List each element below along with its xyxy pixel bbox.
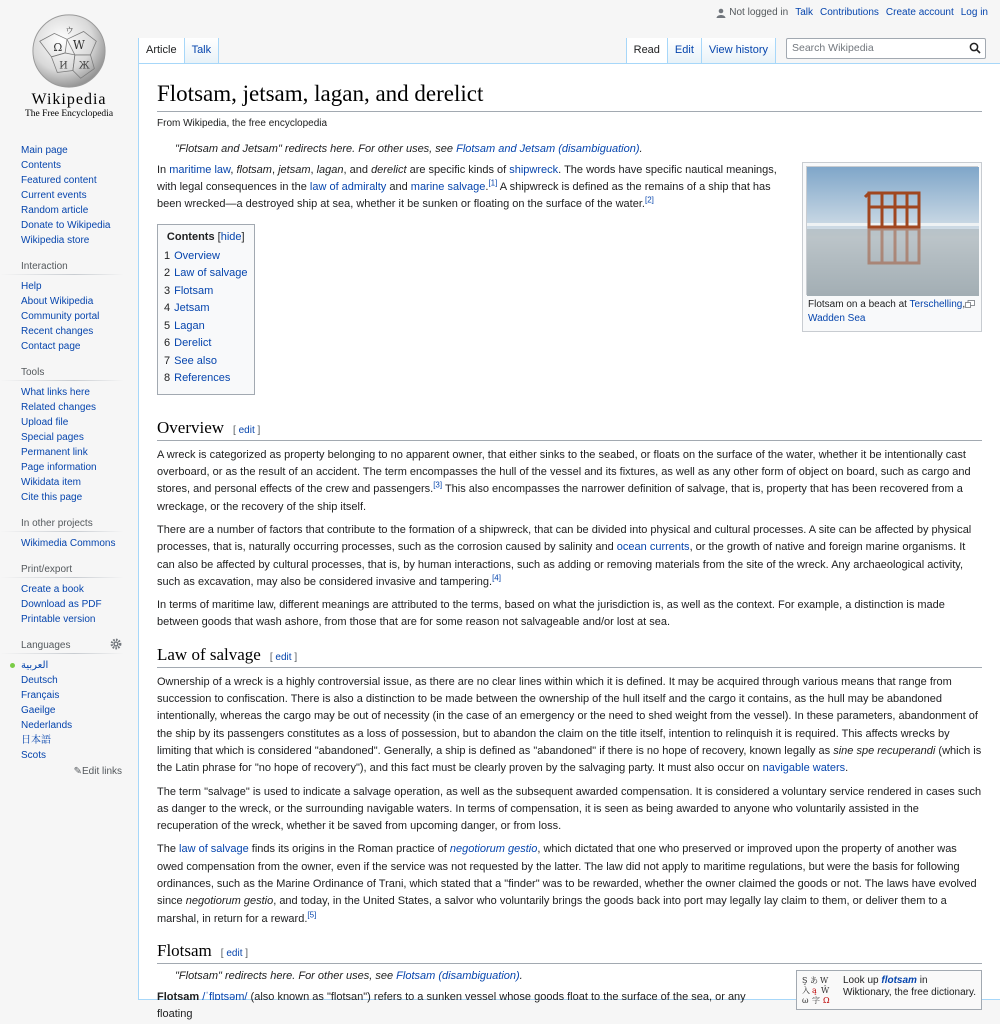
tab-history-label: View history: [708, 44, 768, 56]
sidebar-item-download-pdf[interactable]: Download as PDF: [21, 599, 102, 610]
logo-tagline: The Free Encyclopedia: [24, 109, 114, 119]
tab-talk-label: Talk: [191, 44, 212, 56]
language-link-scots[interactable]: Scots: [21, 750, 47, 761]
thumbnail-caption: [806, 295, 978, 328]
sidebar: [0, 140, 138, 787]
language-link-arabic[interactable]: العربية: [21, 660, 49, 671]
namespace-tabs: [138, 38, 219, 64]
toc-item-number: 5: [164, 319, 171, 332]
hatnote-disambiguation-link[interactable]: Flotsam and Jetsam (disambiguation): [456, 142, 640, 155]
term-jetsam: jetsam: [278, 163, 311, 176]
term-flotsam: flotsam: [236, 163, 272, 176]
wikipedia-globe-icon: [30, 12, 108, 90]
tab-talk[interactable]: [185, 38, 220, 64]
sidebar-print-export: [0, 561, 124, 627]
edit-links-label: Edit links: [81, 766, 122, 777]
wiktionary-text-post: in Wiktionary, the free dictionary.: [843, 975, 977, 999]
sidebar-item-wikidata-item[interactable]: Wikidata item: [21, 477, 82, 488]
caption-text: Flotsam on a beach at: [808, 298, 910, 310]
intro-text-6: are specific kinds of: [406, 163, 510, 176]
salvage-paragraph-3: [157, 841, 982, 927]
sidebar-item-contents[interactable]: Contents: [21, 160, 62, 171]
edit-section-overview: [233, 425, 260, 436]
toc-link-references[interactable]: References: [174, 372, 231, 385]
reference-2[interactable]: [2]: [644, 195, 654, 205]
toc-item[interactable]: [164, 370, 248, 388]
svg-text:Ω: Ω: [53, 41, 63, 54]
flotsam-hatnote-text: "Flotsam" redirects here. For other uses, see: [175, 970, 397, 983]
sidebar-interaction-heading: Interaction: [0, 258, 124, 275]
negotiorum-gestio-term: negotiorum gestio: [185, 895, 274, 908]
tab-read-label: Read: [633, 44, 660, 56]
wikipedia-logo[interactable]: [0, 0, 138, 130]
page-title: Flotsam, jetsam, lagan, and derelict: [157, 80, 982, 112]
salvage-p1-middle: (which is the Latin phrase for "no hope of recovery"), and this fact must be clearly proven by the salvaging party. It must also occur on: [157, 744, 982, 775]
log-in-link[interactable]: Log in: [960, 7, 988, 18]
sidebar-print-heading: Print/export: [0, 561, 124, 578]
svg-text:入: 入: [802, 986, 810, 996]
tab-edit[interactable]: [668, 38, 702, 64]
thumbnail-figure: [802, 162, 982, 332]
sidebar-item-create-book[interactable]: Create a book: [21, 584, 84, 595]
sidebar-item-what-links-here[interactable]: What links here: [21, 387, 90, 398]
overview-paragraph-1: [157, 447, 982, 516]
sidebar-item-recent-changes[interactable]: Recent changes: [21, 326, 94, 337]
sidebar-item-main-page[interactable]: Main page: [21, 145, 68, 156]
toc-link-lagan[interactable]: Lagan: [174, 319, 205, 332]
intro-text-5: , and: [343, 163, 372, 176]
hatnote-text: "Flotsam and Jetsam" redirects here. For other uses, see: [175, 142, 457, 155]
toc-link-see-also[interactable]: See also: [174, 354, 217, 367]
negotiorum-gestio-link[interactable]: negotiorum gestio: [449, 843, 538, 856]
edit-section-link[interactable]: edit: [275, 651, 292, 663]
hatnote-end: .: [639, 142, 643, 155]
sidebar-item-community-portal[interactable]: Community portal: [21, 311, 100, 322]
sidebar-navigation: [0, 140, 124, 248]
user-icon: [716, 8, 726, 18]
reference-5[interactable]: [5]: [307, 910, 317, 919]
flotsam-heading-text: Flotsam: [157, 940, 212, 960]
sidebar-item-about[interactable]: About Wikipedia: [21, 296, 94, 307]
flotsam-p1-text: (also known as "flotsan") refers to a sunken vessel whose goods float to the surface of the sea, or any floating: [157, 991, 746, 1021]
edit-bracket-close: ]: [245, 947, 249, 959]
salvage-p1-end: .: [845, 762, 849, 775]
overview-paragraph-3: In terms of maritime law, different meanings are attributed to the terms, based on what the jurisdiction is, as well as the context. For example, a distinction is made between goods that wash ashore, from those that are for some reason not salvageable and/or lost at sea.: [157, 599, 945, 629]
svg-text:ウ: ウ: [65, 26, 74, 37]
edit-bracket-open: [: [220, 947, 224, 959]
language-link-japanese[interactable]: 日本語: [21, 735, 51, 746]
toc-item-number: 2: [164, 267, 171, 280]
flotsam-hatnote-end: .: [519, 970, 523, 983]
toc-item-number: 6: [164, 337, 171, 350]
language-link-nederlands[interactable]: Nederlands: [21, 720, 73, 731]
salvage-paragraph-1: [157, 674, 982, 778]
contributions-link[interactable]: Contributions: [820, 7, 879, 18]
tab-view-history[interactable]: [702, 38, 776, 64]
intro-text-8: and: [386, 181, 411, 194]
law-of-admiralty-link[interactable]: law of admiralty: [309, 181, 387, 194]
law-of-salvage-link[interactable]: law of salvage: [179, 843, 249, 856]
section-heading-law-of-salvage: [157, 644, 982, 668]
toc-link-overview[interactable]: Overview: [174, 249, 220, 262]
toc-item[interactable]: [164, 318, 248, 336]
toc-item[interactable]: [164, 353, 248, 371]
caption-separator: ,: [962, 298, 966, 310]
toc-item[interactable]: [164, 248, 248, 266]
sidebar-item-printable-version[interactable]: Printable version: [21, 614, 96, 625]
toc-item-number: 1: [164, 249, 171, 262]
enlarge-icon[interactable]: [965, 300, 975, 308]
search-icon[interactable]: [969, 42, 981, 54]
svg-text:Ş: Ş: [802, 976, 808, 986]
table-of-contents: [157, 224, 255, 395]
svg-text:Ж: Ж: [78, 60, 90, 72]
toc-link-derelict[interactable]: Derelict: [174, 337, 212, 350]
shipwreck-link[interactable]: shipwreck: [509, 163, 559, 176]
sidebar-item-cite-this-page[interactable]: Cite this page: [21, 492, 83, 503]
sidebar-item-help[interactable]: Help: [21, 281, 42, 292]
section-heading-flotsam: [157, 940, 982, 964]
sidebar-languages-heading: [0, 637, 124, 654]
toc-link-flotsam[interactable]: Flotsam: [174, 284, 214, 297]
sidebar-projects-heading: In other projects: [0, 515, 124, 532]
svg-text:W: W: [72, 38, 85, 53]
toc-item[interactable]: [164, 283, 248, 301]
salvage-p3-text-3: , which dictated that one who preserved or improved upon the property of another was owed compensation from the owner, even if the service was not requested by the latter. The law did not apply to maritime regulations, but were the basis for following ordinances, such as the Marine Ordinance of Trani, which stated that a "finder" was to be rewarded, whether the owner claimed the goods or not. The laws have evolved since: [157, 843, 977, 908]
svg-text:W: W: [820, 976, 829, 986]
toc-toggle-open: [: [217, 230, 221, 243]
sidebar-languages: [0, 637, 124, 777]
language-link-gaeilge[interactable]: Gaeilge: [21, 705, 56, 716]
sidebar-interaction: [0, 258, 124, 354]
sidebar-item-store[interactable]: Wikipedia store: [21, 235, 90, 246]
toc-item[interactable]: [164, 335, 248, 353]
svg-text:И: И: [59, 60, 68, 72]
toc-link-law-of-salvage[interactable]: Law of salvage: [174, 267, 248, 280]
toc-item-number: 3: [164, 284, 171, 297]
hatnote: [157, 143, 982, 155]
sidebar-item-wikimedia-commons[interactable]: Wikimedia Commons: [21, 538, 116, 549]
salvage-p1-text: Ownership of a wreck is a highly controversial issue, as there are no clear lines within which it is defined. It may be acquired through various means that range from succession to confiscation. There is also a distinction to be made between the ownership of the hull itself and the cargo it contains, as the hull may be abandoned intentionally, whereas the cargo may be out of necessity (in the case of an emergency or the need to shed weight from the vessel). In these parameters, abandonment of the ship by its passengers constitutes as a loss of possession, but to abandon the claim on the title itself, intention to relinquish it is required. This affects wrecks by limiting that which is considered "abandoned". Generally, a ship is defined as "abandoned" if there is no hope of recovery, known legally as: [157, 675, 978, 757]
overview-heading-text: Overview: [157, 417, 225, 437]
salvage-p3-text-2: finds its origins in the Roman practice of: [248, 843, 450, 856]
salvage-heading-text: Law of salvage: [157, 644, 261, 664]
tab-article[interactable]: [138, 38, 185, 64]
intro-text-2: ,: [230, 163, 237, 176]
search-placeholder: Search Wikipedia: [792, 42, 874, 54]
view-tabs: [626, 38, 986, 64]
salvage-p3-text-4: , and today, in the United States, a salvor who voluntarily brings the goods back into port may legally lay claim to them, or deliver them to a marshal, in return for a reward.: [157, 895, 947, 925]
toc-item[interactable]: [164, 265, 248, 283]
toc-heading: Contents: [166, 230, 215, 243]
edit-section-link[interactable]: edit: [238, 424, 255, 436]
not-logged-in-label: Not logged in: [729, 7, 789, 18]
overview-p1-text: A wreck is categorized as property belonging to no apparent owner, that either sinks to the seabed, or floats on the surface of the water, whether it be intentionally cast overboard, or as the result of an accident. The term encompasses the hull of the vessel and its fixtures, as well as any other form of object on board, such as cargo and stores, and personal effects of the crew and passengers.: [157, 448, 971, 496]
wadden-sea-link[interactable]: Wadden Sea: [808, 312, 866, 324]
svg-text:Ŵ: Ŵ: [821, 986, 830, 996]
toc-item-number: 4: [164, 302, 171, 315]
svg-text:あ: あ: [810, 976, 818, 986]
edit-bracket-close: ]: [294, 651, 298, 663]
pencil-icon: ✎: [73, 766, 82, 777]
wiktionary-text: [843, 975, 977, 1005]
salvage-paragraph-2: The term "salvage" is used to indicate a salvage operation, as well as the subsequent awarded compensation. It is considered a voluntary service rendered in cases such as danger to the wreck, or the surrounding navigable waters. In terms of compensation, it is seen as being awarded to anyone who voluntarily assisted in the recuperation of the wreck, whether it be saved from upcoming danger, or from loss.: [157, 785, 982, 833]
overview-p2-text: There are a number of factors that contribute to the formation of a shipwreck, that can be divided into physical and cultural processes. A site can be affected by physical processes, that is, naturally occurring processes, such as the corrosion caused by salinity and: [157, 523, 972, 554]
wiktionary-box: [796, 970, 982, 1010]
search-input[interactable]: [786, 38, 986, 59]
sidebar-item-random-article[interactable]: Random article: [21, 205, 89, 216]
flotsam-ipa-link[interactable]: /ˈflɒtsəm/: [202, 991, 248, 1004]
svg-text:Ω: Ω: [823, 996, 830, 1006]
flotsam-bold-term: Flotsam: [157, 991, 200, 1004]
sidebar-item-donate[interactable]: Donate to Wikipedia: [21, 220, 111, 231]
wiktionary-logo-icon: [801, 975, 835, 1005]
reference-1[interactable]: [1]: [488, 178, 498, 188]
toc-title: [164, 231, 248, 243]
language-link-deutsch[interactable]: Deutsch: [21, 675, 58, 686]
svg-text:ω: ω: [802, 996, 809, 1006]
gear-icon[interactable]: [110, 638, 122, 650]
intro-text-1: In: [157, 163, 170, 176]
navigable-waters-link[interactable]: navigable waters: [762, 762, 846, 775]
sine-spe-recuperandi: sine spe recuperandi: [833, 744, 936, 757]
term-lagan: lagan: [316, 163, 344, 176]
toc-toggle: [218, 231, 245, 243]
language-link-francais[interactable]: Français: [21, 690, 60, 701]
ocean-currents-link[interactable]: ocean currents: [616, 541, 690, 554]
sidebar-item-current-events[interactable]: Current events: [21, 190, 87, 201]
wiktionary-text-pre: Look up: [843, 975, 882, 987]
reference-3[interactable]: [3]: [433, 480, 443, 490]
site-subtitle: From Wikipedia, the free encyclopedia: [157, 117, 328, 129]
flotsam-disambiguation-link[interactable]: Flotsam (disambiguation): [396, 970, 520, 983]
sidebar-tools-heading: Tools: [0, 364, 124, 381]
tab-article-label: Article: [146, 44, 177, 56]
intro-text-3: ,: [271, 163, 279, 176]
edit-links[interactable]: [21, 766, 124, 777]
sidebar-item-contact-page[interactable]: Contact page: [21, 341, 81, 352]
edit-bracket-open: [: [269, 651, 273, 663]
sidebar-item-upload-file[interactable]: Upload file: [21, 417, 69, 428]
toc-link-jetsam[interactable]: Jetsam: [174, 302, 210, 315]
edit-section-link[interactable]: edit: [226, 947, 243, 959]
sidebar-tools: [0, 364, 124, 505]
terschelling-link[interactable]: Terschelling: [909, 298, 963, 310]
edit-bracket-open: [: [233, 424, 236, 436]
personal-talk-link[interactable]: Talk: [795, 7, 813, 18]
featured-article-badge-icon: [10, 663, 15, 668]
tab-read[interactable]: [626, 38, 668, 64]
toc-item-number: 7: [164, 354, 171, 367]
edit-section-flotsam: [221, 948, 248, 959]
flotsam-beach-image[interactable]: [806, 166, 978, 295]
sidebar-item-page-information[interactable]: Page information: [21, 462, 97, 473]
toc-hide-button[interactable]: hide: [220, 230, 242, 243]
not-logged-in-status: [716, 7, 788, 18]
salvage-p3-text: The: [157, 843, 180, 856]
sidebar-item-permanent-link[interactable]: Permanent link: [21, 447, 88, 458]
intro-text-9: .: [485, 181, 489, 194]
reference-4[interactable]: [4]: [492, 573, 501, 583]
overview-paragraph-2: [157, 522, 982, 591]
create-account-link[interactable]: Create account: [885, 7, 954, 18]
personal-tools: [716, 7, 988, 18]
tab-edit-label: Edit: [674, 44, 694, 56]
overview-p2-end: , or the growth of native and foreign marine organisms. It can also be affected by cultural processes, that is, by human interactions, such as adding or removing materials from the site of the wreck. Any archaeological activity, such as excavation, may also be considered invasive and tampering.: [157, 541, 966, 588]
intro-text-10: A shipwreck is defined as the remains of a ship that has been wrecked—a destroyed ship at sea, whether it be sunken or floating on the surface of the water.: [157, 181, 771, 211]
svg-text:字: 字: [812, 996, 820, 1006]
intro-text-7: . The words have specific nautical meanings, with legal consequences in the: [157, 163, 777, 194]
term-derelict: derelict: [371, 163, 407, 176]
edit-section-salvage: [270, 652, 297, 663]
logo-wordmark: Wikipedia: [31, 91, 107, 108]
maritime-law-link[interactable]: maritime law: [169, 163, 231, 176]
svg-text:ą: ą: [812, 986, 817, 996]
sidebar-item-featured-content[interactable]: Featured content: [21, 175, 97, 186]
intro-text-4: ,: [310, 163, 317, 176]
flotsam-photo: [807, 167, 979, 296]
main-content: [138, 63, 1000, 1021]
wiktionary-flotsam-link[interactable]: flotsam: [881, 975, 917, 987]
section-heading-overview: [157, 417, 982, 441]
sidebar-item-related-changes[interactable]: Related changes: [21, 402, 97, 413]
sidebar-item-special-pages[interactable]: Special pages: [21, 432, 84, 443]
toc-item[interactable]: [164, 300, 248, 318]
languages-heading-label: Languages: [21, 640, 71, 651]
marine-salvage-link[interactable]: marine salvage: [410, 181, 486, 194]
toc-item-number: 8: [164, 372, 171, 385]
sidebar-other-projects: [0, 515, 124, 551]
overview-p1-end: This also encompasses the narrower definition of salvage, that is, property that has been recovered from a wreckage, or the recovery of the ship itself.: [157, 483, 963, 513]
edit-bracket-close: ]: [257, 424, 261, 436]
toc-toggle-close: ]: [241, 230, 245, 243]
